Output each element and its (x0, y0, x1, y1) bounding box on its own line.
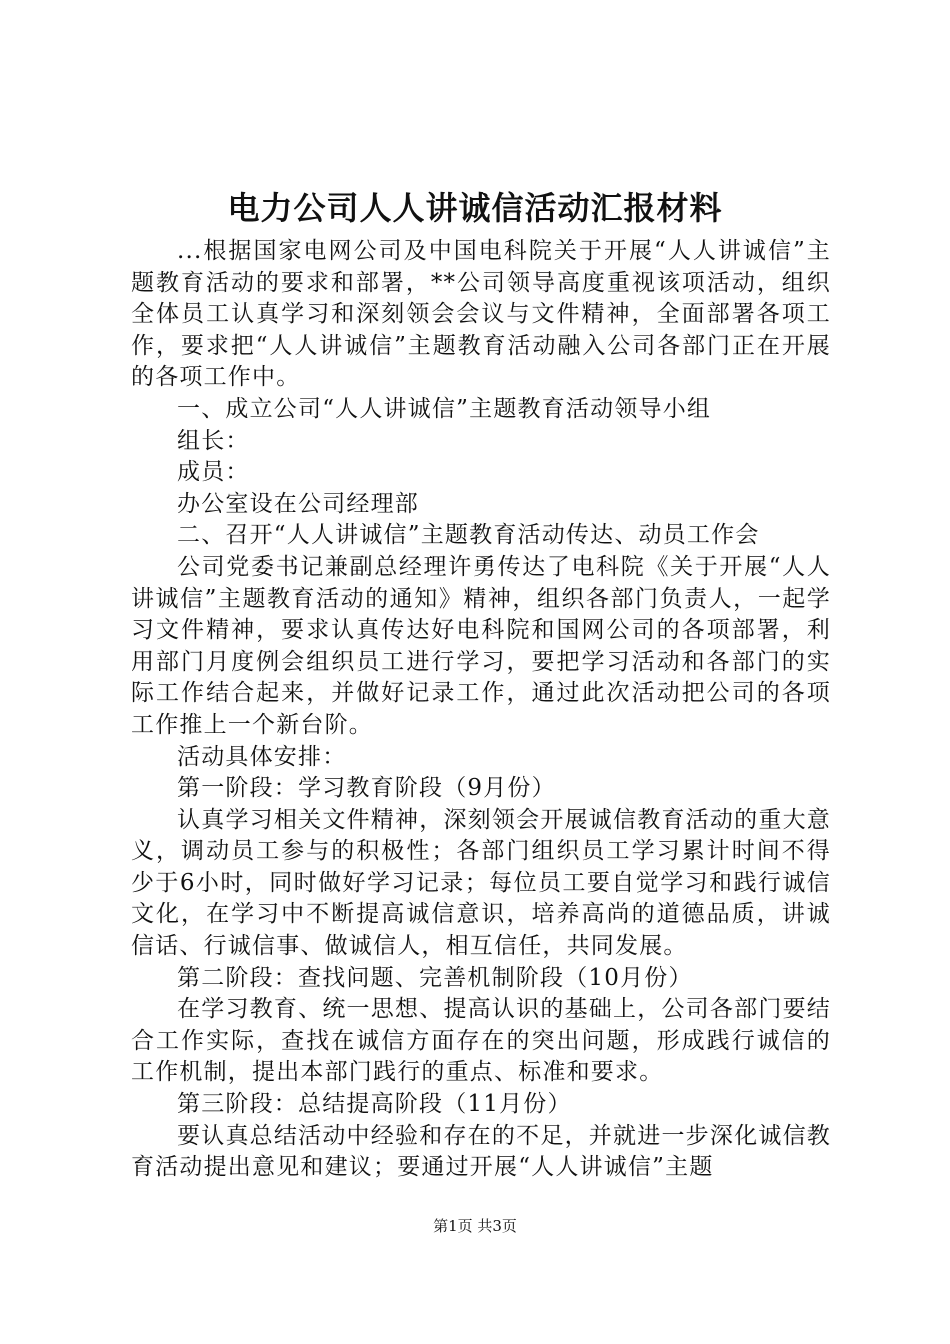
stage-three-heading: 第三阶段：总结提高阶段（11月份） (177, 1091, 572, 1118)
stage-two-content: 在学习教育、统一思想、提高认识的基础上，公司各部门要结合工作实际，查找在诚信方面存在的突出问题，形成践行诚信的工作机制，提出本部门践行的重点、标准和要求。 (131, 996, 831, 1086)
paragraph-members: 成员： (177, 459, 250, 486)
paragraph-intro: ...根据国家电网公司及中国电科院关于开展“人人讲诚信”主题教育活动的要求和部署，**公司领导高度重视该项活动，组织全体员工认真学习和深刻领会会议与文件精神，全面部署各项工作，要求把“人人讲诚信”主题教育活动融入公司各部门正在开展的各项工作中。 (131, 238, 831, 391)
page-number-footer: 第1页 共3页 (433, 1217, 517, 1235)
stage-one-content: 认真学习相关文件精神，深刻领会开展诚信教育活动的重大意义，调动员工参与的积极性；各部门组织员工学习累计时间不得少于6小时，同时做好学习记录；每位员工要自觉学习和践行诚信文化，在学习中不断提高诚信意识，培养高尚的道德品质，讲诚信话、行诚信事、做诚信人，相互信任，共同发展。 (131, 806, 831, 960)
document-body (131, 236, 831, 1184)
stage-one-heading: 第一阶段：学习教育阶段（9月份） (177, 775, 556, 802)
stage-two-heading: 第二阶段：查找问题、完善机制阶段（10月份） (177, 964, 693, 991)
stage-three-content: 要认真总结活动中经验和存在的不足，并就进一步深化诚信教育活动提出意见和建议；要通过开展“人人讲诚信”主题 (131, 1122, 831, 1181)
section-heading-mobilization-meeting: 二、召开“人人讲诚信”主题教育活动传达、动员工作会 (177, 522, 760, 549)
section-heading-leadership-group: 一、成立公司“人人讲诚信”主题教育活动领导小组 (177, 395, 712, 422)
paragraph-arrangement-heading: 活动具体安排： (177, 743, 347, 770)
paragraph-office: 办公室设在公司经理部 (177, 490, 419, 517)
document-title: 电力公司人人讲诚信活动汇报材料 (227, 189, 723, 227)
paragraph-meeting-details: 公司党委书记兼副总经理许勇传达了电科院《关于开展“人人讲诚信”主题教育活动的通知》精神，组织各部门负责人，一起学习文件精神，要求认真传达好电科院和国网公司的各项部署，利用部门月度例会组织员工进行学习，要把学习活动和各部门的实际工作结合起来，并做好记录工作，通过此次活动把公司的各项工作推上一个新台阶。 (131, 553, 831, 738)
paragraph-group-leader: 组长： (177, 427, 250, 454)
